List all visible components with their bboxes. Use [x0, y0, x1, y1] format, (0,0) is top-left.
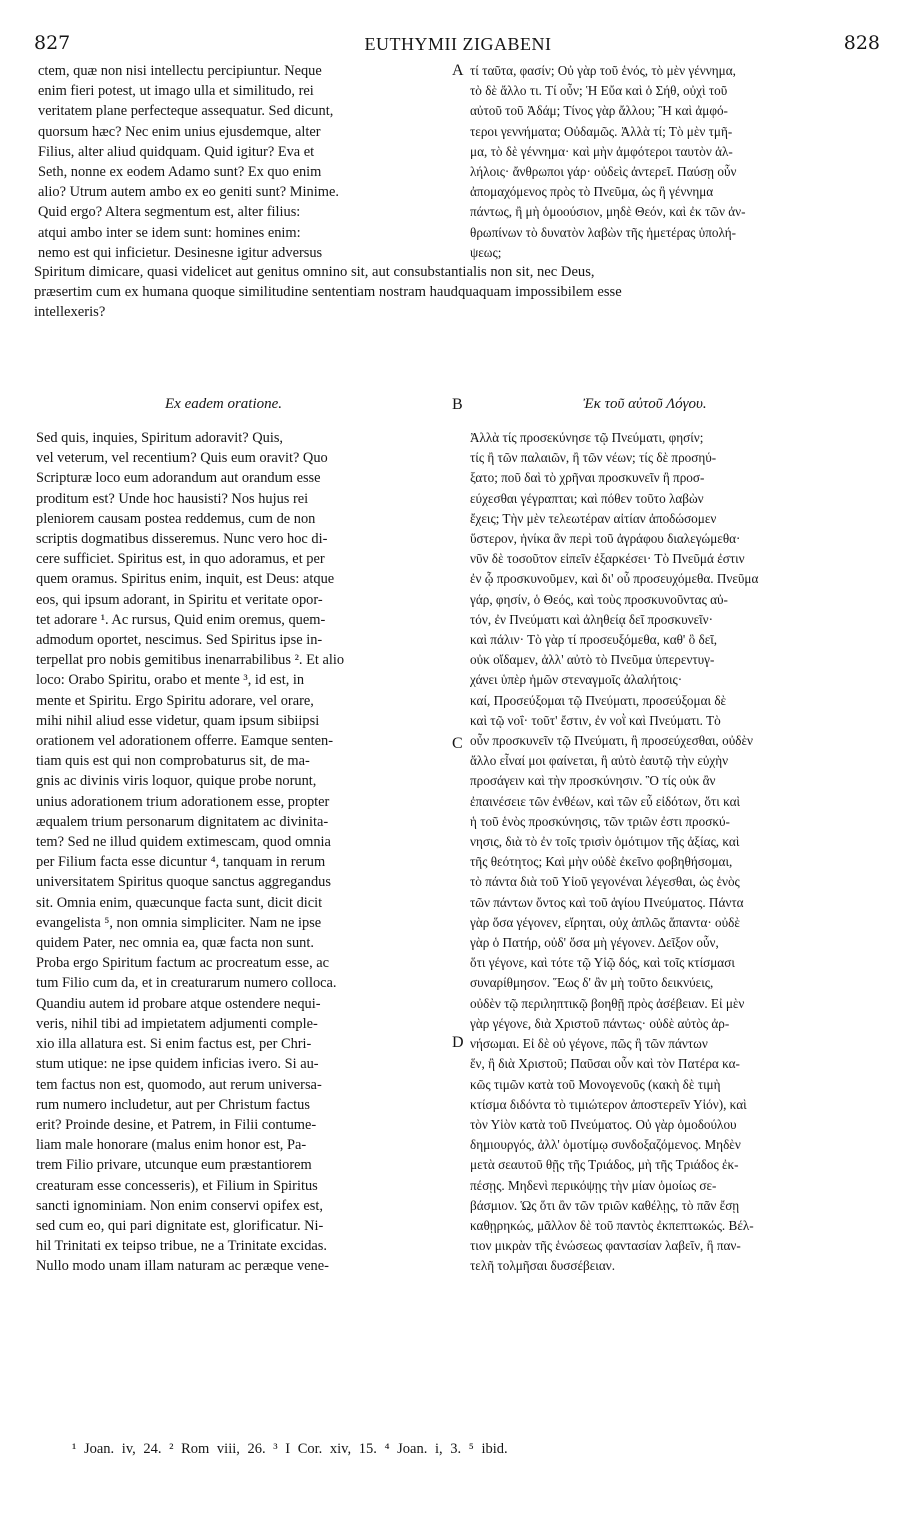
greek-column-top [470, 61, 880, 263]
text-line: erit? Proinde desine, et Patrem, in Filii contume- [36, 1116, 317, 1133]
text-line: vel veterum, vel recentium? Quis eum oravit? Quo [36, 450, 328, 467]
margin-letter-c: C [452, 735, 463, 752]
text-line: scriptis dogmatibus disseremus. Nunc vero hoc di- [36, 531, 328, 548]
text-line: τεροι γεννήματα; Οὐδαμῶς. Ἀλλὰ τί; Τὸ μὲν τμῆ- [470, 123, 733, 139]
text-line: ἔχεις; Τὴν μὲν τελεωτέραν αἰτίαν ἀποδώσομεν [470, 510, 717, 526]
text-line: νῦν δὲ τοσοῦτον εἰπεῖν ἐξαρκέσει· Τὸ Πνεῦμά ἐστιν [470, 551, 745, 567]
text-line: evangelista ⁵, non omnia simpliciter. Nam ne ipse [36, 914, 322, 931]
text-line: ἀπομαχόμενος πρὸς τὸ Πνεῦμα, ὡς ἢ γέννημα [470, 184, 714, 200]
greek-section-title: Ἐκ τοῦ αὐτοῦ Λόγου. [583, 396, 707, 412]
text-line: τῆς θεότητος; Καὶ μὴν οὐδὲ ἐκεῖνο φοβηθήσομαι, [470, 854, 733, 870]
text-line: ξατο; ποῦ δαὶ τὸ χρῆναι προσκυνεῖν ἢ προσ- [470, 470, 705, 486]
text-line: per Filium facta esse dicuntur ⁴, tanquam in rerum [36, 854, 326, 871]
text-line: Quid ergo? Altera segmentum est, alter filius: [38, 204, 301, 221]
text-line: καὶ τῷ νοΐ· τοῦτ' ἔστιν, ἐν νοῒ καὶ Πνεύματι. Τὸ [470, 712, 721, 728]
text-line: χάνει ὑπὲρ ἡμῶν στεναγμοῖς ἀλαλήτοις· [470, 672, 683, 688]
text-line: intellexeris? [34, 304, 106, 320]
text-line: Quandiu autem id probare atque ostendere nequi- [36, 995, 321, 1012]
text-line: τὸ πάντα διὰ τοῦ Υἱοῦ γεγονέναι λέγεσθαι, ὡς ἑνὸς [470, 874, 740, 890]
text-line: εύχεσθαι γέγραπται; καὶ πόθεν τοῦτο λαβὼν [470, 490, 704, 506]
latin-column-top [38, 61, 448, 263]
text-line: proditum est? Unde hoc hausisti? Nos hujus rei [36, 490, 309, 507]
text-line: βάσμιον. Ὡς ὅτι ἂν τῶν τριῶν καθέλῃς, τὸ πᾶν ἔσῃ [470, 1197, 740, 1213]
text-line: tiam quis est qui non comprobaturus sit, de ma- [36, 753, 310, 770]
text-line: γὰρ γέγονε, διὰ Χριστοῦ πάντως· οὐδὲ αὐτὸς ἀρ- [470, 1015, 730, 1031]
text-line: mente et Spiritu. Ergo Spiritu adorare, vel orare, [36, 692, 314, 709]
text-line: stum utique: ne ipse quidem inficias ivero. Si au- [36, 1056, 319, 1073]
text-line: trem Filio privare, utcunque eum præstantiorem [36, 1157, 312, 1174]
text-line: eos, qui ipsum adorant, in Spiritu et veritate opor- [36, 591, 323, 608]
text-line: μα, τὸ δὲ γέννημα· καὶ μὴν ἀμφότεροι ταυτὸν ἀλ- [470, 143, 733, 159]
text-line: tum Filio cum da, et in creaturarum numero colloca. [36, 975, 337, 992]
text-line: γὰρ ὅσα γέγονεν, εἴρηται, οὐχ ἁπλῶς ἅπαντα· οὐδὲ [470, 914, 740, 930]
text-line: rum numero includetur, aut per Christum factus [36, 1096, 310, 1113]
text-line: terpellat pro nobis gemitibus inenarrabilibus ². Et alio [36, 652, 345, 669]
text-line: λήλοις· ἄνθρωποι γάρ· οὐδεὶς ἀντερεῖ. Παύσῃ οὖν [470, 164, 737, 180]
running-title: EUTHYMII ZIGABENI [364, 34, 552, 54]
text-line: admodum oportet, nescimus. Sed Spiritus ipse in- [36, 632, 323, 649]
text-line: tem factus non est, quomodo, aut rerum universa- [36, 1076, 322, 1093]
text-line: ὕστερον, ἡνίκα ἂν περὶ τοῦ ἀγράφου διαλεγώμεθα· [470, 531, 741, 547]
text-line: συναρίθμησον. Ἕως δ' ἂν μὴ τοῦτο δεικνύεις, [470, 975, 714, 991]
text-line: νησις, διὰ τὸ ἐν τοῖς τρισὶν ὁμότιμον τῆς ἀξίας, καὶ [470, 834, 740, 850]
text-line: ἄλλο εἶναί μοι φαίνεται, ἢ αὐτὸ ἑαυτῷ τὴν εὐχὴν [470, 753, 729, 769]
text-line: ψεως; [470, 244, 502, 260]
text-line: ἕν, ἢ διὰ Χριστοῦ; Παῦσαι οὖν καὶ τὸν Πατέρα κα- [470, 1056, 740, 1072]
text-line: nemo est qui inficietur. Desinesne igitur adversus [38, 244, 323, 261]
margin-letter-d: D [452, 1034, 464, 1051]
text-line: θρωπίνων τὸ δυνατὸν λαβὼν τῆς ἡμετέρας ὑπολή- [470, 224, 737, 240]
text-line: τῶν πάντων ὄντος καὶ τοῦ ἁγίου Πνεύματος. Πάντα [470, 894, 744, 910]
text-line: enim fieri potest, ut imago ulla et similitudo, rei [38, 83, 314, 100]
text-line: γὰρ ὁ Πατήρ, οὐδ' ὅσα μὴ γέγονεν. Δεῖξον οὖν, [470, 935, 719, 951]
text-line: Filius, alter aliud quidquam. Quid igitur? Eva et [38, 143, 315, 160]
text-line: πάντως, ἢ μὴ ὁμοούσιον, μηδὲ Θεόν, καὶ ἐκ τῶν ἀν- [470, 204, 746, 220]
text-line: veritatem plane perfecteque assequatur. Sed dicunt, [38, 103, 334, 120]
footnotes: ¹ Joan. iv, 24. ² Rom viii, 26. ³ I Cor. xiv, 15. ⁴ Joan. i, 3. ⁵ ibid. [72, 1441, 508, 1457]
text-line: quorsum hæc? Nec enim unius ejusdemque, alter [38, 123, 321, 140]
text-line: τιον μικρὰν τῆς ἑνώσεως φαντασίαν λαβεῖν, ἢ παν- [470, 1238, 741, 1254]
text-line: γάρ, φησίν, ὁ Θεός, καὶ τοὺς προσκυνοῦντας αὐ- [470, 591, 728, 607]
text-line: μετὰ σεαυτοῦ θῇς τῆς Τριάδος, μὴ τῆς Τριάδος ἐκ- [470, 1157, 739, 1173]
greek-column-body [470, 428, 880, 1277]
text-line: ἡ τοῦ ἑνὸς προσκύνησις, τῶν τριῶν ἐστι προσκύ- [470, 813, 730, 829]
text-line: τόν, ἐν Πνεύματι καὶ ἀληθείᾳ δεῖ προσκυνεῖν· [470, 611, 714, 627]
text-line: mihi nihil aliud esse videtur, quam ipsum sibiipsi [36, 712, 320, 729]
text-line: δημιουργός, ἀλλ' ὁμοτίμῳ συνδοξαζόμενος. Μηδὲν [470, 1137, 741, 1153]
latin-column-body [36, 428, 446, 1277]
page-number-right: 828 [843, 32, 880, 54]
page-number-left: 827 [34, 32, 71, 54]
text-line: orationem vel adorationem offerre. Eamque senten- [36, 733, 334, 750]
text-line: Scripturæ loco eum adorandum aut orandum esse [36, 470, 321, 487]
text-line: τὸν Υἱὸν κατὰ τοῦ Πνεύματος. Οὐ γὰρ ὁμοδούλου [470, 1116, 737, 1132]
text-line: tet adorare ¹. Ac rursus, Quid enim oremus, quem- [36, 611, 326, 628]
text-line: τίς ἢ τῶν παλαιῶν, ἢ τῶν νέων; τίς δὲ προσηύ- [470, 450, 717, 466]
text-line: veris, nihil tibi ad impietatem adjumenti comple- [36, 1015, 318, 1032]
text-line: Nullo modo unam illam naturam ac peræque vene- [36, 1258, 329, 1275]
text-line: τί ταῦτα, φασίν; Οὐ γὰρ τοῦ ἑνός, τὸ μὲν γέννημα, [470, 63, 736, 78]
text-line: alio? Utrum autem ambo ex eo geniti sunt? Minime. [38, 184, 339, 201]
text-line: ctem, quæ non nisi intellectu percipiuntur. Neque [38, 63, 322, 79]
text-line: οὐδὲν τῷ περιληπτικῷ βοηθῇ πρὸς ἀσέβειαν. Εἰ μὲν [470, 995, 745, 1011]
text-line: νήσωμαι. Εἰ δὲ οὐ γέγονε, πῶς ἢ τῶν πάντων [470, 1036, 708, 1052]
text-line: ὅτι γέγονε, καὶ τότε τῷ Υἱῷ δός, καὶ τοῖς κτίσμασι [470, 955, 735, 971]
text-line: tem? Sed ne illud quidem extimescam, quod omnia [36, 834, 331, 851]
text-line: κῶς τιμῶν κατὰ τοῦ Μονογενοῦς (κακὴ δὲ τιμὴ [470, 1076, 721, 1092]
text-line: universitatem Spiritus quoque sanctus aggregandus [36, 874, 331, 891]
text-line: καὶ πάλιν· Τὸ γὰρ τί προσευξόμεθα, καθ' ὃ δεῖ, [470, 632, 718, 648]
text-line: gnis ac divinis viris loquor, quique probe norunt, [36, 773, 317, 790]
text-line: Seth, nonne ex eodem Adamo sunt? Ex quo enim [38, 164, 322, 181]
text-line: creaturam esse concesseris), et Filium in Spiritus [36, 1177, 318, 1194]
text-line: αὐτοῦ τοῦ Ἀδάμ; Τίνος γὰρ ἄλλου; Ἢ καὶ ἀμφό- [470, 103, 728, 119]
text-line: ἐπαινέσειε τῶν ἐνθέων, καὶ τῶν εὖ εἰδότων, ὅτι καὶ [470, 793, 741, 809]
text-line: ἐν ᾧ προσκυνοῦμεν, καὶ δι' οὗ προσευχόμεθα. Πνεῦμα [470, 571, 759, 587]
text-line: pleniorem causam postea reddemus, cum de non [36, 510, 316, 527]
text-line: Spiritum dimicare, quasi videlicet aut genitus omnino sit, aut consubstantialis non sit, nec Deus, [34, 264, 595, 280]
text-line: sancti ignominiam. Non enim conservi opifex est, [36, 1197, 323, 1214]
text-line: Proba ergo Spiritum factum ac procreatum esse, ac [36, 955, 330, 972]
text-line: xio illa allatura est. Si enim factus est, per Chri- [36, 1036, 312, 1053]
text-line: Sed quis, inquies, Spiritum adoravit? Quis, [36, 430, 284, 446]
margin-letter-a: A [452, 62, 464, 79]
text-line: πέσῃς. Μηδενὶ περικόψῃς τὴν μίαν ὁμοίως σε- [470, 1177, 717, 1193]
text-line: sit. Omnia enim, quæcunque facta sunt, dicit dicit [36, 894, 323, 911]
text-line: τὸ δὲ ἄλλο τι. Τί οὖν; Ἡ Εὔα καὶ ὁ Σήθ, οὐχὶ τοῦ [470, 83, 728, 99]
text-line: hil Trinitati ex teipso tribue, ne a Trinitate excidas. [36, 1238, 327, 1255]
text-line: προσάγειν καὶ τὴν προσκύνησιν. Ὃ τίς οὐκ ἂν [470, 773, 716, 789]
text-line: loco: Orabo Spiritu, orabo et mente ³, id est, in [36, 672, 305, 689]
text-line: οὐκ οἴδαμεν, ἀλλ' αὐτὸ τὸ Πνεῦμα ὑπερεντυγ- [470, 652, 715, 668]
text-line: καί, Προσεύξομαι τῷ Πνεύματι, προσεύξομαι δὲ [470, 692, 727, 708]
text-line: quem oramus. Spiritus enim, inquit, est Deus: atque [36, 571, 335, 588]
text-line: τελῆ τολμῆσαι δυσσέβειαν. [470, 1258, 616, 1274]
latin-section-title: Ex eadem oratione. [165, 396, 283, 412]
text-line: κτίσμα διδόντα τὸ τιμιώτερον ἀποστερεῖν Υἱόν), καὶ [470, 1096, 747, 1112]
margin-letter-b: B [452, 396, 463, 413]
text-line: quidem Pater, nec omnia ea, quæ facta non sunt. [36, 935, 314, 952]
text-line: liam male honorare (malus enim honor est, Pa- [36, 1137, 307, 1154]
text-line: οὖν προσκυνεῖν τῷ Πνεύματι, ἢ προσεύχεσθαι, οὐδὲν [470, 733, 753, 749]
text-line: præsertim cum ex humana quoque similitudine sententiam nostram haudquaquam impossibilem esse [34, 284, 622, 300]
text-line: atqui ambo inter se idem sunt: homines enim: [38, 224, 301, 241]
full-width-paragraph [34, 262, 884, 322]
text-line: cere sufficiet. Spiritus est, in quo adoramus, et per [36, 551, 325, 568]
text-line: Ἀλλὰ τίς προσεκύνησε τῷ Πνεύματι, φησίν; [470, 430, 704, 445]
text-line: καθῃρηκώς, μᾶλλον δὲ τοῦ παντὸς ἐκπεπτωκώς. Βέλ- [470, 1217, 754, 1233]
text-line: sed cum eo, qui pari dignitate est, glorificatur. Ni- [36, 1217, 324, 1234]
text-line: æqualem trium personarum dignitatem ac divinita- [36, 813, 329, 830]
text-line: unius adorationem trium adorationem esse, propter [36, 793, 330, 810]
